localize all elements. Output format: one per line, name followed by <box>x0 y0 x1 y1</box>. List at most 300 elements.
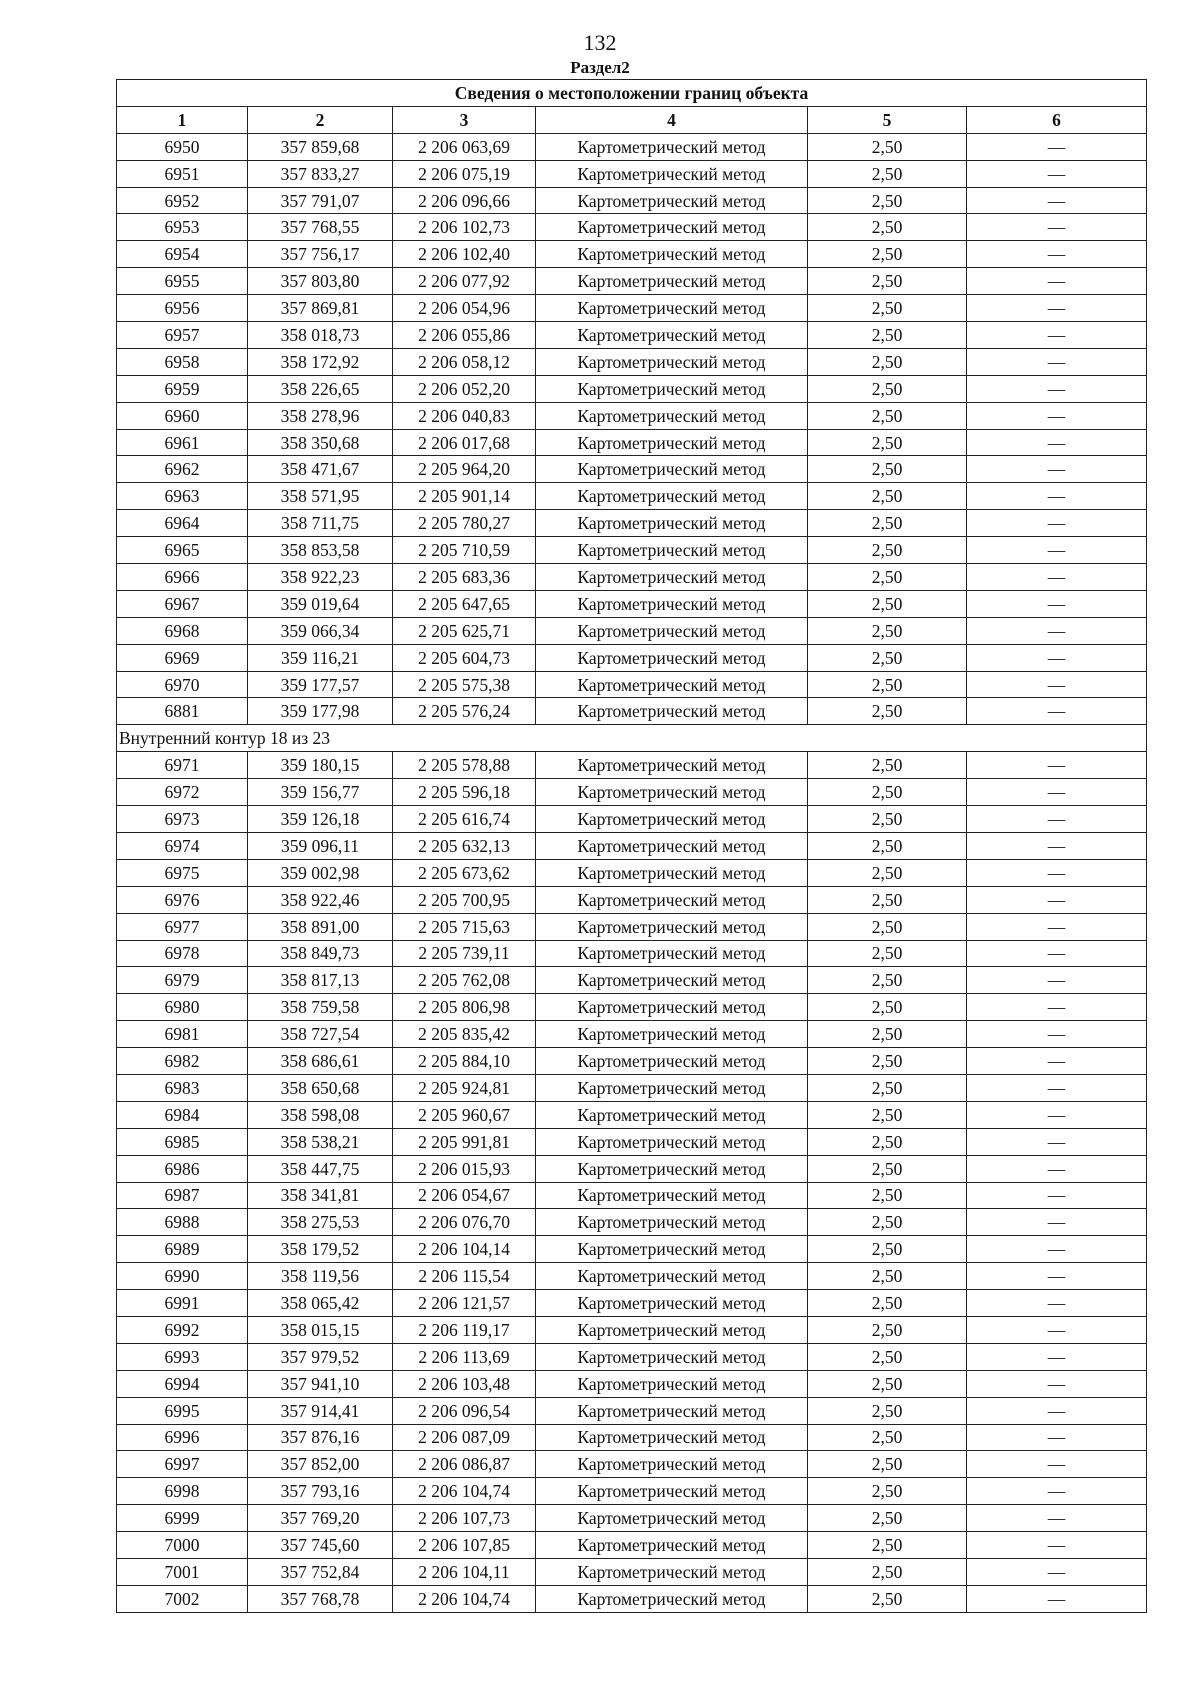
precision-cell: 2,50 <box>808 806 967 833</box>
point-number-cell: 6964 <box>117 510 248 537</box>
point-number-cell: 6957 <box>117 322 248 349</box>
x-coordinate-cell: 358 891,00 <box>248 913 393 940</box>
precision-cell: 2,50 <box>808 1585 967 1612</box>
precision-cell: 2,50 <box>808 644 967 671</box>
y-coordinate-cell: 2 206 076,70 <box>393 1209 536 1236</box>
point-number-cell: 6986 <box>117 1155 248 1182</box>
column-header: 6 <box>967 106 1147 133</box>
column-header: 3 <box>393 106 536 133</box>
table-row <box>117 1155 1147 1182</box>
table-row <box>117 779 1147 806</box>
point-number-cell: 6951 <box>117 160 248 187</box>
point-number-cell: 6958 <box>117 348 248 375</box>
point-number-cell: 6950 <box>117 133 248 160</box>
x-coordinate-cell: 358 226,65 <box>248 375 393 402</box>
column-header: 5 <box>808 106 967 133</box>
point-number-cell: 6995 <box>117 1397 248 1424</box>
method-cell: Картометрический метод <box>536 295 808 322</box>
y-coordinate-cell: 2 206 107,73 <box>393 1505 536 1532</box>
description-cell: — <box>967 1532 1147 1559</box>
point-number-cell: 6982 <box>117 1048 248 1075</box>
section-label: Раздел2 <box>570 58 630 77</box>
x-coordinate-cell: 357 979,52 <box>248 1343 393 1370</box>
method-cell: Картометрический метод <box>536 268 808 295</box>
description-cell: — <box>967 1182 1147 1209</box>
method-cell: Картометрический метод <box>536 752 808 779</box>
table-row <box>117 913 1147 940</box>
x-coordinate-cell: 357 876,16 <box>248 1424 393 1451</box>
y-coordinate-cell: 2 206 103,48 <box>393 1370 536 1397</box>
y-coordinate-cell: 2 205 647,65 <box>393 590 536 617</box>
point-number-cell: 6980 <box>117 994 248 1021</box>
x-coordinate-cell: 358 172,92 <box>248 348 393 375</box>
method-cell: Картометрический метод <box>536 1263 808 1290</box>
precision-cell: 2,50 <box>808 375 967 402</box>
description-cell: — <box>967 187 1147 214</box>
x-coordinate-cell: 358 275,53 <box>248 1209 393 1236</box>
page-number: 132 <box>583 30 617 55</box>
table-row <box>117 832 1147 859</box>
description-cell: — <box>967 268 1147 295</box>
boundary-table <box>116 79 1147 1613</box>
y-coordinate-cell: 2 205 625,71 <box>393 617 536 644</box>
table-title-row <box>117 80 1147 107</box>
description-cell: — <box>967 698 1147 725</box>
point-number-cell: 6967 <box>117 590 248 617</box>
y-coordinate-cell: 2 205 835,42 <box>393 1021 536 1048</box>
table-row <box>117 1236 1147 1263</box>
y-coordinate-cell: 2 206 063,69 <box>393 133 536 160</box>
point-number-cell: 6976 <box>117 886 248 913</box>
precision-cell: 2,50 <box>808 671 967 698</box>
precision-cell: 2,50 <box>808 456 967 483</box>
description-cell: — <box>967 133 1147 160</box>
y-coordinate-cell: 2 206 104,14 <box>393 1236 536 1263</box>
table-row <box>117 160 1147 187</box>
x-coordinate-cell: 358 853,58 <box>248 537 393 564</box>
precision-cell: 2,50 <box>808 994 967 1021</box>
point-number-cell: 6971 <box>117 752 248 779</box>
x-coordinate-cell: 358 571,95 <box>248 483 393 510</box>
y-coordinate-cell: 2 206 052,20 <box>393 375 536 402</box>
table-row <box>117 1101 1147 1128</box>
y-coordinate-cell: 2 206 104,74 <box>393 1585 536 1612</box>
x-coordinate-cell: 357 852,00 <box>248 1451 393 1478</box>
description-cell: — <box>967 1585 1147 1612</box>
y-coordinate-cell: 2 205 604,73 <box>393 644 536 671</box>
point-number-cell: 6999 <box>117 1505 248 1532</box>
table-row <box>117 375 1147 402</box>
table-row <box>117 1048 1147 1075</box>
description-cell: — <box>967 1021 1147 1048</box>
description-cell: — <box>967 483 1147 510</box>
y-coordinate-cell: 2 206 102,73 <box>393 214 536 241</box>
x-coordinate-cell: 358 119,56 <box>248 1263 393 1290</box>
method-cell: Картометрический метод <box>536 1451 808 1478</box>
x-coordinate-cell: 359 156,77 <box>248 779 393 806</box>
method-cell: Картометрический метод <box>536 698 808 725</box>
precision-cell: 2,50 <box>808 1128 967 1155</box>
table-row <box>117 671 1147 698</box>
table-row <box>117 537 1147 564</box>
method-cell: Картометрический метод <box>536 617 808 644</box>
y-coordinate-cell: 2 205 991,81 <box>393 1128 536 1155</box>
table-row <box>117 1074 1147 1101</box>
y-coordinate-cell: 2 205 576,24 <box>393 698 536 725</box>
x-coordinate-cell: 357 791,07 <box>248 187 393 214</box>
x-coordinate-cell: 357 833,27 <box>248 160 393 187</box>
method-cell: Картометрический метод <box>536 1532 808 1559</box>
method-cell: Картометрический метод <box>536 994 808 1021</box>
method-cell: Картометрический метод <box>536 402 808 429</box>
description-cell: — <box>967 375 1147 402</box>
table-row <box>117 1263 1147 1290</box>
method-cell: Картометрический метод <box>536 1182 808 1209</box>
method-cell: Картометрический метод <box>536 1155 808 1182</box>
x-coordinate-cell: 358 018,73 <box>248 322 393 349</box>
point-number-cell: 6979 <box>117 967 248 994</box>
table-row <box>117 940 1147 967</box>
x-coordinate-cell: 357 869,81 <box>248 295 393 322</box>
y-coordinate-cell: 2 206 077,92 <box>393 268 536 295</box>
precision-cell: 2,50 <box>808 859 967 886</box>
description-cell: — <box>967 322 1147 349</box>
description-cell: — <box>967 1236 1147 1263</box>
point-number-cell: 6977 <box>117 913 248 940</box>
x-coordinate-cell: 358 471,67 <box>248 456 393 483</box>
point-number-cell: 6981 <box>117 1021 248 1048</box>
y-coordinate-cell: 2 205 616,74 <box>393 806 536 833</box>
precision-cell: 2,50 <box>808 510 967 537</box>
table-row <box>117 1558 1147 1585</box>
x-coordinate-cell: 358 538,21 <box>248 1128 393 1155</box>
y-coordinate-cell: 2 205 673,62 <box>393 859 536 886</box>
description-cell: — <box>967 456 1147 483</box>
description-cell: — <box>967 537 1147 564</box>
description-cell: — <box>967 886 1147 913</box>
description-cell: — <box>967 994 1147 1021</box>
method-cell: Картометрический метод <box>536 1343 808 1370</box>
description-cell: — <box>967 590 1147 617</box>
method-cell: Картометрический метод <box>536 832 808 859</box>
x-coordinate-cell: 359 180,15 <box>248 752 393 779</box>
column-header: 4 <box>536 106 808 133</box>
table-title: Сведения о местоположении границ объекта <box>117 80 1147 107</box>
y-coordinate-cell: 2 205 960,67 <box>393 1101 536 1128</box>
table-row <box>117 241 1147 268</box>
table-row <box>117 456 1147 483</box>
column-number-row <box>117 106 1147 133</box>
table-row <box>117 1532 1147 1559</box>
precision-cell: 2,50 <box>808 1451 967 1478</box>
y-coordinate-cell: 2 206 055,86 <box>393 322 536 349</box>
method-cell: Картометрический метод <box>536 1316 808 1343</box>
x-coordinate-cell: 359 126,18 <box>248 806 393 833</box>
method-cell: Картометрический метод <box>536 1021 808 1048</box>
table-row <box>117 1451 1147 1478</box>
point-number-cell: 6972 <box>117 779 248 806</box>
method-cell: Картометрический метод <box>536 510 808 537</box>
method-cell: Картометрический метод <box>536 886 808 913</box>
description-cell: — <box>967 214 1147 241</box>
x-coordinate-cell: 359 177,98 <box>248 698 393 725</box>
description-cell: — <box>967 1209 1147 1236</box>
y-coordinate-cell: 2 206 104,74 <box>393 1478 536 1505</box>
precision-cell: 2,50 <box>808 483 967 510</box>
method-cell: Картометрический метод <box>536 1290 808 1317</box>
precision-cell: 2,50 <box>808 295 967 322</box>
table-row <box>117 1182 1147 1209</box>
description-cell: — <box>967 1370 1147 1397</box>
description-cell: — <box>967 967 1147 994</box>
point-number-cell: 6974 <box>117 832 248 859</box>
x-coordinate-cell: 358 711,75 <box>248 510 393 537</box>
x-coordinate-cell: 357 745,60 <box>248 1532 393 1559</box>
table-row <box>117 1397 1147 1424</box>
x-coordinate-cell: 357 769,20 <box>248 1505 393 1532</box>
point-number-cell: 6960 <box>117 402 248 429</box>
method-cell: Картометрический метод <box>536 375 808 402</box>
precision-cell: 2,50 <box>808 402 967 429</box>
table-row <box>117 967 1147 994</box>
x-coordinate-cell: 359 177,57 <box>248 671 393 698</box>
precision-cell: 2,50 <box>808 429 967 456</box>
description-cell: — <box>967 671 1147 698</box>
table-row <box>117 187 1147 214</box>
point-number-cell: 6993 <box>117 1343 248 1370</box>
precision-cell: 2,50 <box>808 1424 967 1451</box>
method-cell: Картометрический метод <box>536 241 808 268</box>
point-number-cell: 6978 <box>117 940 248 967</box>
y-coordinate-cell: 2 206 087,09 <box>393 1424 536 1451</box>
table-row <box>117 295 1147 322</box>
y-coordinate-cell: 2 205 632,13 <box>393 832 536 859</box>
table-row <box>117 698 1147 725</box>
y-coordinate-cell: 2 206 113,69 <box>393 1343 536 1370</box>
precision-cell: 2,50 <box>808 1558 967 1585</box>
precision-cell: 2,50 <box>808 1048 967 1075</box>
x-coordinate-cell: 357 793,16 <box>248 1478 393 1505</box>
column-header: 2 <box>248 106 393 133</box>
x-coordinate-cell: 358 650,68 <box>248 1074 393 1101</box>
description-cell: — <box>967 295 1147 322</box>
method-cell: Картометрический метод <box>536 187 808 214</box>
method-cell: Картометрический метод <box>536 564 808 591</box>
method-cell: Картометрический метод <box>536 160 808 187</box>
y-coordinate-cell: 2 205 924,81 <box>393 1074 536 1101</box>
method-cell: Картометрический метод <box>536 1128 808 1155</box>
method-cell: Картометрический метод <box>536 133 808 160</box>
description-cell: — <box>967 752 1147 779</box>
method-cell: Картометрический метод <box>536 322 808 349</box>
description-cell: — <box>967 160 1147 187</box>
description-cell: — <box>967 617 1147 644</box>
table-row <box>117 322 1147 349</box>
y-coordinate-cell: 2 206 102,40 <box>393 241 536 268</box>
x-coordinate-cell: 358 849,73 <box>248 940 393 967</box>
method-cell: Картометрический метод <box>536 483 808 510</box>
table-row <box>117 133 1147 160</box>
table-row <box>117 590 1147 617</box>
description-cell: — <box>967 1128 1147 1155</box>
precision-cell: 2,50 <box>808 1478 967 1505</box>
precision-cell: 2,50 <box>808 1021 967 1048</box>
table-row <box>117 1128 1147 1155</box>
point-number-cell: 6990 <box>117 1263 248 1290</box>
precision-cell: 2,50 <box>808 348 967 375</box>
precision-cell: 2,50 <box>808 1101 967 1128</box>
precision-cell: 2,50 <box>808 1505 967 1532</box>
description-cell: — <box>967 402 1147 429</box>
method-cell: Картометрический метод <box>536 940 808 967</box>
description-cell: — <box>967 779 1147 806</box>
description-cell: — <box>967 1290 1147 1317</box>
table-row <box>117 510 1147 537</box>
y-coordinate-cell: 2 205 596,18 <box>393 779 536 806</box>
precision-cell: 2,50 <box>808 590 967 617</box>
method-cell: Картометрический метод <box>536 348 808 375</box>
method-cell: Картометрический метод <box>536 1074 808 1101</box>
table-row <box>117 644 1147 671</box>
table-row <box>117 1021 1147 1048</box>
y-coordinate-cell: 2 206 115,54 <box>393 1263 536 1290</box>
y-coordinate-cell: 2 205 700,95 <box>393 886 536 913</box>
table-row <box>117 429 1147 456</box>
x-coordinate-cell: 358 278,96 <box>248 402 393 429</box>
y-coordinate-cell: 2 205 683,36 <box>393 564 536 591</box>
x-coordinate-cell: 357 914,41 <box>248 1397 393 1424</box>
precision-cell: 2,50 <box>808 160 967 187</box>
description-cell: — <box>967 241 1147 268</box>
table-row <box>117 752 1147 779</box>
point-number-cell: 6952 <box>117 187 248 214</box>
table-row <box>117 1424 1147 1451</box>
point-number-cell: 6987 <box>117 1182 248 1209</box>
y-coordinate-cell: 2 205 575,38 <box>393 671 536 698</box>
point-number-cell: 6973 <box>117 806 248 833</box>
x-coordinate-cell: 358 447,75 <box>248 1155 393 1182</box>
method-cell: Картометрический метод <box>536 456 808 483</box>
x-coordinate-cell: 357 752,84 <box>248 1558 393 1585</box>
point-number-cell: 6968 <box>117 617 248 644</box>
point-number-cell: 6998 <box>117 1478 248 1505</box>
method-cell: Картометрический метод <box>536 1101 808 1128</box>
x-coordinate-cell: 359 066,34 <box>248 617 393 644</box>
y-coordinate-cell: 2 206 015,93 <box>393 1155 536 1182</box>
precision-cell: 2,50 <box>808 779 967 806</box>
precision-cell: 2,50 <box>808 214 967 241</box>
method-cell: Картометрический метод <box>536 590 808 617</box>
method-cell: Картометрический метод <box>536 214 808 241</box>
x-coordinate-cell: 359 002,98 <box>248 859 393 886</box>
point-number-cell: 6966 <box>117 564 248 591</box>
precision-cell: 2,50 <box>808 187 967 214</box>
precision-cell: 2,50 <box>808 940 967 967</box>
table-row <box>117 859 1147 886</box>
method-cell: Картометрический метод <box>536 806 808 833</box>
contour-header-row <box>117 725 1147 752</box>
precision-cell: 2,50 <box>808 133 967 160</box>
method-cell: Картометрический метод <box>536 913 808 940</box>
method-cell: Картометрический метод <box>536 1478 808 1505</box>
x-coordinate-cell: 358 922,23 <box>248 564 393 591</box>
point-number-cell: 6955 <box>117 268 248 295</box>
y-coordinate-cell: 2 206 075,19 <box>393 160 536 187</box>
table-row <box>117 402 1147 429</box>
description-cell: — <box>967 1155 1147 1182</box>
x-coordinate-cell: 358 598,08 <box>248 1101 393 1128</box>
column-header: 1 <box>117 106 248 133</box>
table-row <box>117 564 1147 591</box>
x-coordinate-cell: 357 941,10 <box>248 1370 393 1397</box>
precision-cell: 2,50 <box>808 322 967 349</box>
y-coordinate-cell: 2 206 104,11 <box>393 1558 536 1585</box>
description-cell: — <box>967 1451 1147 1478</box>
precision-cell: 2,50 <box>808 268 967 295</box>
x-coordinate-cell: 359 019,64 <box>248 590 393 617</box>
table-row <box>117 994 1147 1021</box>
table-row <box>117 1585 1147 1612</box>
description-cell: — <box>967 644 1147 671</box>
x-coordinate-cell: 358 759,58 <box>248 994 393 1021</box>
y-coordinate-cell: 2 205 710,59 <box>393 537 536 564</box>
y-coordinate-cell: 2 206 054,67 <box>393 1182 536 1209</box>
method-cell: Картометрический метод <box>536 1424 808 1451</box>
point-number-cell: 6984 <box>117 1101 248 1128</box>
description-cell: — <box>967 1424 1147 1451</box>
point-number-cell: 6970 <box>117 671 248 698</box>
point-number-cell: 6953 <box>117 214 248 241</box>
y-coordinate-cell: 2 205 578,88 <box>393 752 536 779</box>
y-coordinate-cell: 2 206 054,96 <box>393 295 536 322</box>
x-coordinate-cell: 358 727,54 <box>248 1021 393 1048</box>
point-number-cell: 6956 <box>117 295 248 322</box>
method-cell: Картометрический метод <box>536 779 808 806</box>
precision-cell: 2,50 <box>808 1263 967 1290</box>
point-number-cell: 6994 <box>117 1370 248 1397</box>
point-number-cell: 6991 <box>117 1290 248 1317</box>
description-cell: — <box>967 510 1147 537</box>
precision-cell: 2,50 <box>808 241 967 268</box>
point-number-cell: 6985 <box>117 1128 248 1155</box>
method-cell: Картометрический метод <box>536 1209 808 1236</box>
y-coordinate-cell: 2 206 121,57 <box>393 1290 536 1317</box>
table-row <box>117 214 1147 241</box>
y-coordinate-cell: 2 205 901,14 <box>393 483 536 510</box>
table-row <box>117 806 1147 833</box>
method-cell: Картометрический метод <box>536 967 808 994</box>
y-coordinate-cell: 2 205 715,63 <box>393 913 536 940</box>
point-number-cell: 7002 <box>117 1585 248 1612</box>
description-cell: — <box>967 429 1147 456</box>
description-cell: — <box>967 564 1147 591</box>
description-cell: — <box>967 1343 1147 1370</box>
point-number-cell: 6961 <box>117 429 248 456</box>
y-coordinate-cell: 2 206 040,83 <box>393 402 536 429</box>
description-cell: — <box>967 1048 1147 1075</box>
table-row <box>117 1343 1147 1370</box>
point-number-cell: 6963 <box>117 483 248 510</box>
method-cell: Картометрический метод <box>536 644 808 671</box>
method-cell: Картометрический метод <box>536 1048 808 1075</box>
y-coordinate-cell: 2 206 107,85 <box>393 1532 536 1559</box>
method-cell: Картометрический метод <box>536 537 808 564</box>
table-row <box>117 1290 1147 1317</box>
table-row <box>117 483 1147 510</box>
precision-cell: 2,50 <box>808 1209 967 1236</box>
x-coordinate-cell: 358 015,15 <box>248 1316 393 1343</box>
description-cell: — <box>967 940 1147 967</box>
